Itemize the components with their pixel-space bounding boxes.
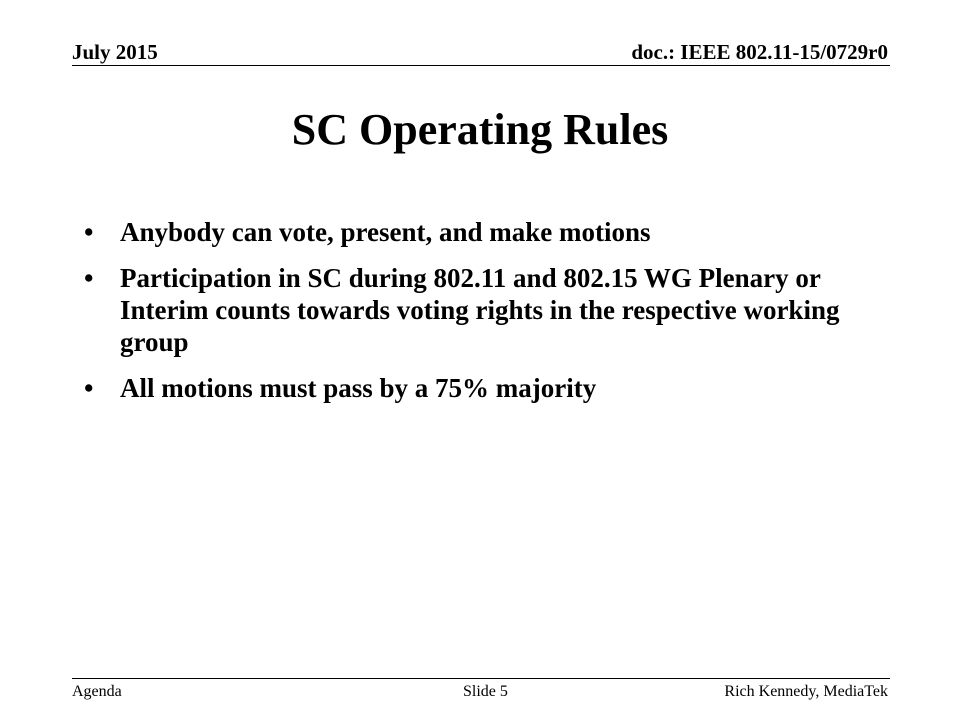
- header-doc-id: doc.: IEEE 802.11-15/0729r0: [631, 40, 888, 64]
- footer-author: Rich Kennedy, MediaTek: [724, 683, 888, 700]
- bullet-list: [84, 216, 864, 418]
- footer-divider: [72, 678, 890, 679]
- header-divider: [72, 65, 890, 66]
- bullet-marker: •: [84, 373, 94, 403]
- bullet-marker: •: [84, 263, 94, 293]
- bullet-text: Participation in SC during 802.11 and 802.15 WG Plenary or Interim counts towards voting rights in the respective working group: [120, 263, 840, 357]
- bullet-marker: •: [84, 217, 94, 247]
- footer-slide-number: Slide 5: [463, 683, 508, 700]
- slide-title: SC Operating Rules: [291, 105, 669, 154]
- bullet-text: Anybody can vote, present, and make motions: [120, 217, 651, 247]
- bullet-item: [84, 372, 864, 404]
- bullet-item: [84, 216, 864, 248]
- footer-section: Agenda: [72, 683, 122, 700]
- header-date: July 2015: [72, 40, 158, 64]
- bullet-item: [84, 262, 864, 358]
- bullet-text: All motions must pass by a 75% majority: [120, 373, 597, 403]
